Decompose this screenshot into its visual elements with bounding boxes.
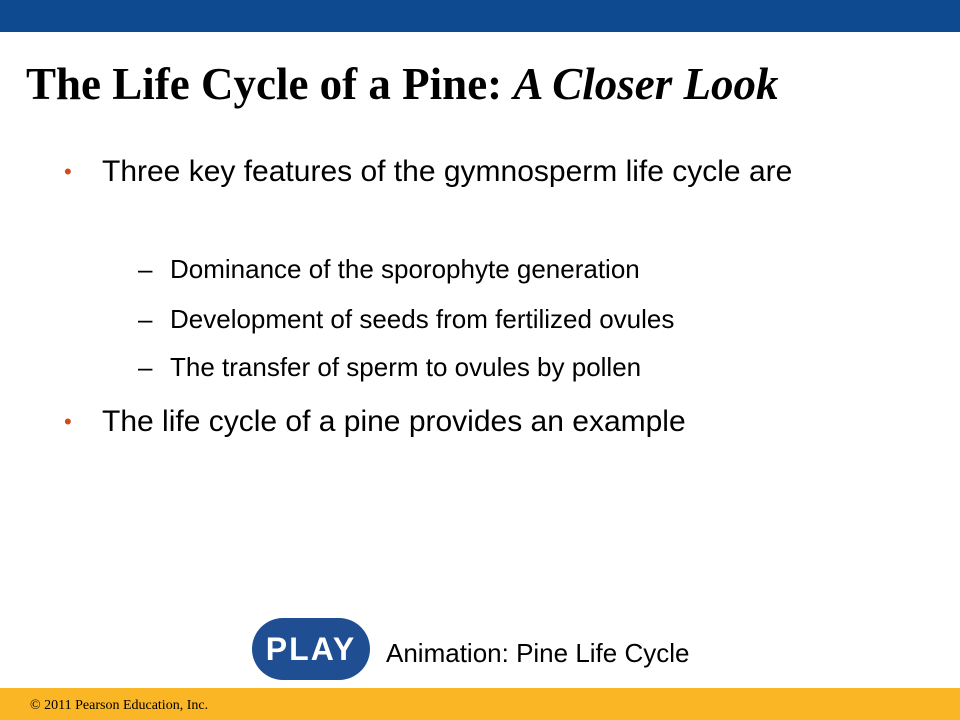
sub-bullet-marker: – [138, 352, 153, 382]
top-banner [0, 0, 960, 32]
bullet-text: Three key features of the gymnosperm life cycle are [102, 155, 793, 188]
slide-title-main: The Life Cycle of a Pine: [26, 59, 503, 109]
copyright-notice: © 2011 Pearson Education, Inc. [30, 698, 209, 713]
play-animation-button[interactable]: PLAY [252, 618, 370, 680]
bullet-item [64, 402, 902, 442]
bullet-marker: • [64, 159, 72, 184]
animation-label: Animation: Pine Life Cycle [386, 638, 690, 668]
sub-bullet-item [138, 252, 640, 286]
bullet-text: The life cycle of a pine provides an example [102, 405, 686, 438]
sub-bullet-text: The transfer of sperm to ovules by pollen [170, 352, 642, 382]
sub-bullet-item [138, 350, 641, 384]
sub-bullet-marker: – [138, 254, 153, 284]
sub-bullet-marker: – [138, 304, 153, 334]
sub-bullet-text: Dominance of the sporophyte generation [170, 254, 640, 284]
bullet-item [64, 152, 902, 192]
sub-bullet-text: Development of seeds from fertilized ovules [170, 304, 675, 334]
slide-title [26, 56, 778, 112]
slide-title-italic: A Closer Look [513, 59, 779, 109]
bullet-marker: • [64, 409, 72, 434]
sub-bullet-item [138, 302, 674, 336]
